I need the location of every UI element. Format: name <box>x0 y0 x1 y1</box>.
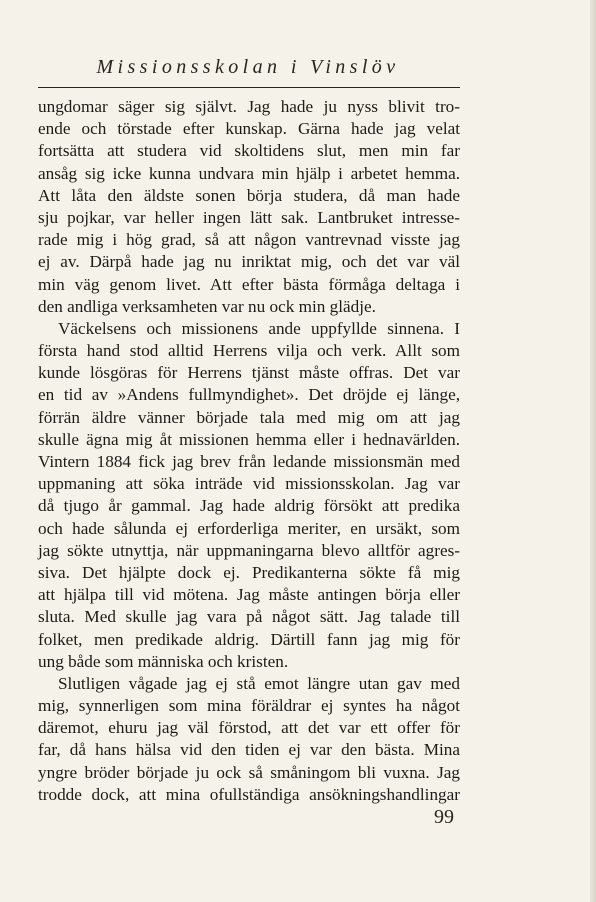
text-line: uppmaning att söka inträde vid missionsskolan. Jag var <box>38 474 460 494</box>
text-line: Vintern 1884 fick jag brev från ledande missionsmän med <box>38 452 460 471</box>
text-line: kunde lösgöras för Herrens tjänst måste offras. Det var <box>38 363 460 383</box>
paragraph-end-line: ung både som människa och kristen. <box>38 651 289 671</box>
paragraph-start-line: Slutligen vågade jag ej stå emot längre utan gav med <box>58 673 460 693</box>
text-line: ej av. Därpå hade jag nu inriktat mig, och det var väl <box>38 252 460 272</box>
text-line: rade mig i hög grad, så att någon vantrevnad visste jag <box>38 230 460 250</box>
paragraph-start-line: Väckelsens och missionens ande uppfyllde sinnena. I <box>58 318 460 338</box>
text-line: siva. Det hjälpte dock ej. Predikanterna sökte få mig <box>38 562 460 582</box>
text-line: då tjugo år gammal. Jag hade aldrig försökt att predika <box>38 496 460 516</box>
text-line: min väg genom livet. Att efter bästa förmåga deltaga i <box>38 274 460 294</box>
text-line: att hjälpa till vid mötena. Jag måste antingen börja eller <box>38 585 460 605</box>
text-line: far, då hans hälsa vid den tiden ej var den bästa. Mina <box>38 740 460 760</box>
text-line: yngre bröder började ju ock så småningom bli vuxna. Jag <box>38 762 460 782</box>
text-line: fortsätta att studera vid skoltidens slut, men min far <box>38 141 460 161</box>
page-edge <box>590 0 596 902</box>
text-line: och hade sålunda ej erforderliga meriter, en ursäkt, som <box>38 518 460 538</box>
text-line: skulle ägna mig åt missionen hemma eller i hednavärlden. <box>38 429 460 449</box>
text-line: förrän äldre vänner började tala med mig om att jag <box>38 407 460 427</box>
text-line: mig, synnerligen som mina föräldrar ej syntes ha något <box>38 696 460 716</box>
text-line: sju pojkar, var heller ingen lätt sak. Lantbruket intresse- <box>38 207 460 227</box>
text-line: ende och törstade efter kunskap. Gärna hade jag velat <box>38 119 460 139</box>
text-line: en tid av »Andens fullmyndighet». Det dröjde ej länge, <box>38 385 460 405</box>
text-line: trodde dock, att mina ofullständiga ansökningshandlingar <box>38 784 460 804</box>
text-line: jag sökte utnyttja, när uppmaningarna blevo alltför agres- <box>38 540 460 560</box>
text-line: ansåg sig icke kunna undvara min hjälp i arbetet hemma. <box>38 163 460 183</box>
header-rule <box>38 87 460 88</box>
text-line: första hand stod alltid Herrens vilja och verk. Allt som <box>38 341 460 361</box>
body-text <box>38 96 460 806</box>
text-line: sluta. Med skulle jag vara på något sätt. Jag talade till <box>38 607 460 627</box>
text-line: däremot, ehuru jag väl förstod, att det var ett offer för <box>38 718 460 738</box>
text-line: folket, men predikade aldrig. Därtill fann jag mig för <box>38 629 460 649</box>
paragraph-end-line: den andliga verksamheten var nu ock min glädje. <box>38 296 376 316</box>
page-number: 99 <box>434 806 454 828</box>
running-header: Missionsskolan i Vinslöv <box>96 56 400 78</box>
text-line: ungdomar säger sig självt. Jag hade ju nyss blivit tro- <box>38 97 460 116</box>
text-line: Att låta den äldste sonen börja studera, då man hade <box>38 185 460 205</box>
